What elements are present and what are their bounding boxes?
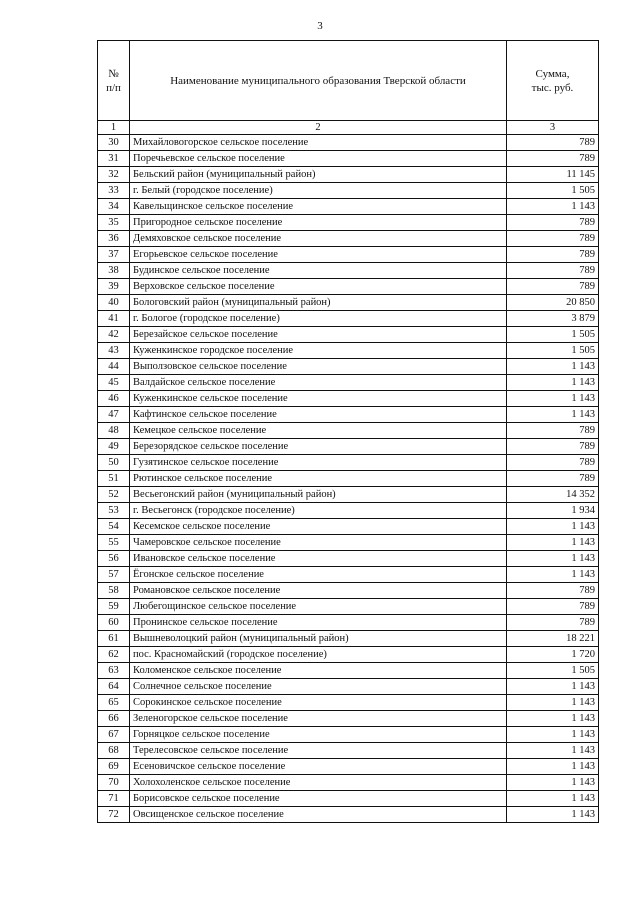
row-name: Куженкинское сельское поселение (130, 391, 507, 407)
row-sum: 1 143 (507, 567, 599, 583)
row-name: г. Белый (городское поселение) (130, 183, 507, 199)
table-row (98, 135, 599, 151)
row-name: Весьегонский район (муниципальный район) (130, 487, 507, 503)
row-sum: 1 143 (507, 807, 599, 823)
row-number: 59 (98, 599, 130, 615)
row-number: 70 (98, 775, 130, 791)
row-name: Овсищенское сельское поселение (130, 807, 507, 823)
row-sum: 1 143 (507, 775, 599, 791)
row-name: Бельский район (муниципальный район) (130, 167, 507, 183)
row-sum: 789 (507, 151, 599, 167)
table-row (98, 679, 599, 695)
row-sum: 1 143 (507, 359, 599, 375)
row-number: 32 (98, 167, 130, 183)
row-number: 60 (98, 615, 130, 631)
table-row (98, 471, 599, 487)
row-sum: 1 505 (507, 327, 599, 343)
row-name: Терелесовское сельское поселение (130, 743, 507, 759)
row-name: Есеновичское сельское поселение (130, 759, 507, 775)
row-number: 57 (98, 567, 130, 583)
row-sum: 1 143 (507, 551, 599, 567)
row-sum: 1 143 (507, 679, 599, 695)
table-row (98, 215, 599, 231)
row-sum: 20 850 (507, 295, 599, 311)
row-sum: 1 505 (507, 183, 599, 199)
table-row (98, 279, 599, 295)
table-row (98, 151, 599, 167)
row-number: 49 (98, 439, 130, 455)
row-number: 67 (98, 727, 130, 743)
row-sum: 1 143 (507, 375, 599, 391)
table-row (98, 663, 599, 679)
row-sum: 789 (507, 471, 599, 487)
row-number: 63 (98, 663, 130, 679)
row-number: 30 (98, 135, 130, 151)
column-number-3: 3 (507, 121, 599, 135)
row-number: 44 (98, 359, 130, 375)
row-number: 34 (98, 199, 130, 215)
row-name: Коломенское сельское поселение (130, 663, 507, 679)
row-number: 53 (98, 503, 130, 519)
row-sum: 1 143 (507, 759, 599, 775)
row-sum: 1 143 (507, 791, 599, 807)
row-name: Гузятинское сельское поселение (130, 455, 507, 471)
row-name: Поречьевское сельское поселение (130, 151, 507, 167)
header-sum (507, 41, 599, 121)
row-number: 68 (98, 743, 130, 759)
table-row (98, 631, 599, 647)
row-number: 33 (98, 183, 130, 199)
row-name: Кемецкое сельское поселение (130, 423, 507, 439)
table-row (98, 695, 599, 711)
row-name: Демяховское сельское поселение (130, 231, 507, 247)
row-sum: 789 (507, 615, 599, 631)
table-row (98, 487, 599, 503)
row-name: Пригородное сельское поселение (130, 215, 507, 231)
row-sum: 1 143 (507, 519, 599, 535)
row-name: г. Бологое (городское поселение) (130, 311, 507, 327)
table-row (98, 407, 599, 423)
table-row (98, 503, 599, 519)
row-sum: 1 143 (507, 391, 599, 407)
row-name: Холохоленское сельское поселение (130, 775, 507, 791)
table-row (98, 807, 599, 823)
table-body (98, 135, 599, 823)
table-row (98, 183, 599, 199)
table-row (98, 439, 599, 455)
row-number: 69 (98, 759, 130, 775)
table-row (98, 551, 599, 567)
table-row (98, 743, 599, 759)
row-sum: 1 720 (507, 647, 599, 663)
column-number-2: 2 (130, 121, 507, 135)
row-number: 48 (98, 423, 130, 439)
header-num-line-2: п/п (106, 81, 121, 94)
row-sum: 789 (507, 135, 599, 151)
row-sum: 1 143 (507, 535, 599, 551)
table-row (98, 295, 599, 311)
row-sum: 789 (507, 423, 599, 439)
header-name: Наименование муниципального образования Тверской области (130, 41, 507, 121)
table-row (98, 311, 599, 327)
row-number: 41 (98, 311, 130, 327)
row-number: 37 (98, 247, 130, 263)
budget-table (97, 40, 599, 823)
row-number: 64 (98, 679, 130, 695)
row-number: 55 (98, 535, 130, 551)
row-number: 45 (98, 375, 130, 391)
column-number-row (98, 121, 599, 135)
row-number: 43 (98, 343, 130, 359)
table-row (98, 455, 599, 471)
row-name: Пронинское сельское поселение (130, 615, 507, 631)
row-sum: 1 143 (507, 743, 599, 759)
row-name: Рютинское сельское поселение (130, 471, 507, 487)
header-sum-line-1: Сумма, (535, 67, 570, 80)
row-number: 62 (98, 647, 130, 663)
row-number: 61 (98, 631, 130, 647)
row-number: 56 (98, 551, 130, 567)
row-name: Березорядское сельское поселение (130, 439, 507, 455)
table-row (98, 199, 599, 215)
row-name: Любегощинское сельское поселение (130, 599, 507, 615)
table-row (98, 583, 599, 599)
row-name: Вышневолоцкий район (муниципальный район) (130, 631, 507, 647)
table-row (98, 791, 599, 807)
row-sum: 1 505 (507, 343, 599, 359)
row-number: 51 (98, 471, 130, 487)
row-number: 35 (98, 215, 130, 231)
header-num-line-1: № (108, 67, 119, 80)
row-name: пос. Красномайский (городское поселение) (130, 647, 507, 663)
table-row (98, 759, 599, 775)
row-number: 46 (98, 391, 130, 407)
row-sum: 1 934 (507, 503, 599, 519)
row-name: Кафтинское сельское поселение (130, 407, 507, 423)
row-name: Выползовское сельское поселение (130, 359, 507, 375)
row-name: Будинское сельское поселение (130, 263, 507, 279)
row-sum: 1 143 (507, 407, 599, 423)
header-sum-line-2: тыс. руб. (531, 81, 574, 94)
row-name: г. Весьегонск (городское поселение) (130, 503, 507, 519)
row-name: Кавельщинское сельское поселение (130, 199, 507, 215)
row-name: Верховское сельское поселение (130, 279, 507, 295)
table-row (98, 535, 599, 551)
table-row (98, 231, 599, 247)
table-row (98, 647, 599, 663)
table-row (98, 519, 599, 535)
row-sum: 789 (507, 439, 599, 455)
table-row (98, 711, 599, 727)
row-number: 40 (98, 295, 130, 311)
table-row (98, 263, 599, 279)
row-name: Борисовское сельское поселение (130, 791, 507, 807)
row-number: 38 (98, 263, 130, 279)
row-name: Ивановское сельское поселение (130, 551, 507, 567)
row-number: 47 (98, 407, 130, 423)
table-row (98, 599, 599, 615)
row-name: Березайское сельское поселение (130, 327, 507, 343)
row-sum: 789 (507, 215, 599, 231)
row-name: Горняцкое сельское поселение (130, 727, 507, 743)
row-sum: 789 (507, 583, 599, 599)
table-row (98, 775, 599, 791)
row-number: 31 (98, 151, 130, 167)
row-number: 36 (98, 231, 130, 247)
row-name: Куженкинское городское поселение (130, 343, 507, 359)
row-name: Солнечное сельское поселение (130, 679, 507, 695)
row-sum: 1 143 (507, 727, 599, 743)
row-number: 52 (98, 487, 130, 503)
table-row (98, 375, 599, 391)
row-name: Кесемское сельское поселение (130, 519, 507, 535)
row-name: Чамеровское сельское поселение (130, 535, 507, 551)
table-header-row (98, 41, 599, 121)
row-sum: 789 (507, 279, 599, 295)
row-name: Сорокинское сельское поселение (130, 695, 507, 711)
row-sum: 18 221 (507, 631, 599, 647)
row-name: Ёгонское сельское поселение (130, 567, 507, 583)
table-row (98, 359, 599, 375)
row-sum: 3 879 (507, 311, 599, 327)
row-number: 39 (98, 279, 130, 295)
table-row (98, 327, 599, 343)
row-sum: 789 (507, 231, 599, 247)
table-row (98, 567, 599, 583)
table-row (98, 343, 599, 359)
column-number-1: 1 (98, 121, 130, 135)
row-name: Бологовский район (муниципальный район) (130, 295, 507, 311)
row-number: 72 (98, 807, 130, 823)
row-number: 58 (98, 583, 130, 599)
header-num (98, 41, 130, 121)
row-number: 54 (98, 519, 130, 535)
row-sum: 1 143 (507, 695, 599, 711)
row-number: 50 (98, 455, 130, 471)
row-name: Валдайское сельское поселение (130, 375, 507, 391)
row-sum: 789 (507, 599, 599, 615)
row-name: Михайловогорское сельское поселение (130, 135, 507, 151)
row-sum: 14 352 (507, 487, 599, 503)
row-sum: 789 (507, 247, 599, 263)
table-row (98, 167, 599, 183)
page-number: 3 (317, 20, 323, 32)
table-row (98, 727, 599, 743)
row-number: 65 (98, 695, 130, 711)
row-sum: 11 145 (507, 167, 599, 183)
row-sum: 789 (507, 455, 599, 471)
table-row (98, 615, 599, 631)
table-row (98, 247, 599, 263)
row-name: Романовское сельское поселение (130, 583, 507, 599)
row-number: 42 (98, 327, 130, 343)
row-number: 71 (98, 791, 130, 807)
row-sum: 1 143 (507, 711, 599, 727)
row-name: Зеленогорское сельское поселение (130, 711, 507, 727)
row-name: Егорьевское сельское поселение (130, 247, 507, 263)
table-row (98, 391, 599, 407)
row-number: 66 (98, 711, 130, 727)
row-sum: 789 (507, 263, 599, 279)
table-row (98, 423, 599, 439)
row-sum: 1 143 (507, 199, 599, 215)
row-sum: 1 505 (507, 663, 599, 679)
